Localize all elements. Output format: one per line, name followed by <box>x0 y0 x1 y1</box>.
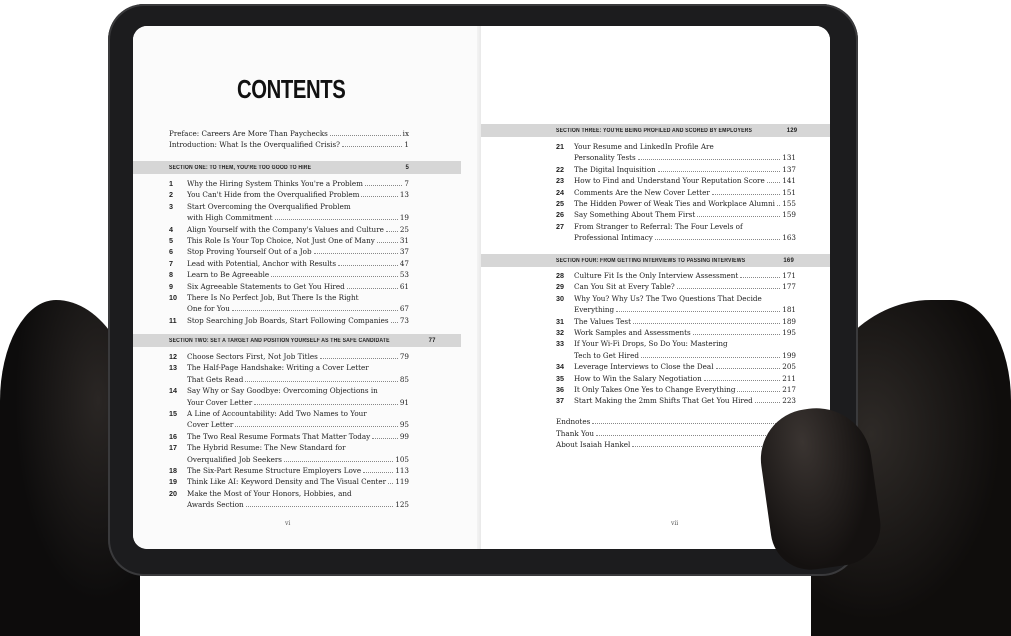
leader-dots <box>245 375 398 382</box>
entry-title: A Line of Accountability: Add Two Names to Your <box>187 409 367 418</box>
entry-page: 205 <box>782 362 796 372</box>
leader-dots <box>596 429 794 436</box>
entry-title: Your Cover Letter <box>187 397 253 407</box>
chapter-number: 29 <box>556 282 564 292</box>
chapter-number: 18 <box>169 466 177 475</box>
entry-page: 85 <box>399 374 409 384</box>
leader-dots <box>740 271 780 278</box>
leader-dots <box>616 305 780 312</box>
entry-title: It Only Takes One Yes to Change Everything <box>574 385 736 394</box>
leader-dots <box>633 317 780 324</box>
entry-title: Comments Are the New Cover Letter <box>574 187 710 197</box>
chapter-number: 24 <box>556 187 564 197</box>
chapter-number: 7 <box>169 258 173 268</box>
chapter-number: 27 <box>556 221 564 231</box>
entry-page: 25 <box>399 224 409 234</box>
leader-dots <box>320 352 398 359</box>
leader-dots <box>363 466 393 473</box>
entry-title: The Six-Part Resume Structure Employers Love <box>187 466 362 475</box>
leader-dots <box>767 176 781 183</box>
entry-title: The Hybrid Resume: The New Standard for <box>187 443 346 453</box>
entry-title: Six Agreeable Statements to Get You Hired <box>187 281 345 291</box>
chapter-entry[interactable] <box>169 190 409 199</box>
chapter-number: 37 <box>556 396 564 406</box>
leader-dots <box>372 432 398 439</box>
entry-page: 171 <box>782 271 796 280</box>
entry-page: 13 <box>399 190 409 200</box>
entry-page: 99 <box>399 431 409 441</box>
entry-page: 67 <box>399 304 409 314</box>
chapter-number: 30 <box>556 293 564 303</box>
entry-title: How to Find and Understand Your Reputation Score <box>574 176 765 186</box>
entry-page: 73 <box>399 315 409 325</box>
toc-entry[interactable] <box>169 140 409 149</box>
entry-page: 211 <box>782 373 796 383</box>
chapter-entry[interactable] <box>169 432 409 441</box>
chapter-number: 23 <box>556 176 564 186</box>
entry-title: Say Why or Say Goodbye: Overcoming Objections in <box>187 386 378 396</box>
entry-title: Can You Sit at Every Table? <box>574 282 675 292</box>
chapter-entry[interactable] <box>556 339 796 348</box>
entry-page: 131 <box>782 153 796 163</box>
chapter-entry[interactable] <box>169 225 409 234</box>
section-one-header[interactable] <box>133 161 461 174</box>
leader-dots <box>246 500 394 507</box>
entry-page: 217 <box>782 385 796 394</box>
entry-page: 7 <box>404 179 409 188</box>
toc-entry[interactable] <box>556 429 796 438</box>
chapter-number: 34 <box>556 362 564 372</box>
chapter-number: 9 <box>169 281 173 291</box>
chapter-entry[interactable] <box>169 477 409 486</box>
leader-dots <box>592 417 794 424</box>
toc-entry[interactable] <box>556 417 796 426</box>
chapter-entry[interactable] <box>556 153 796 162</box>
entry-page: 79 <box>399 352 409 361</box>
chapter-entry[interactable] <box>556 317 796 326</box>
entry-page: 195 <box>782 328 796 337</box>
entry-title: Align Yourself with the Company's Values and Culture <box>187 224 384 234</box>
entry-page: 31 <box>399 236 409 245</box>
entry-title: Think Like AI: Keyword Density and The Visual Center <box>187 477 387 487</box>
section-label: SECTION ONE: TO THEM, YOU'RE TOO GOOD TO HIRE <box>169 164 312 171</box>
entry-page: 151 <box>782 187 796 197</box>
chapter-number: 2 <box>169 190 173 200</box>
chapter-entry[interactable] <box>169 489 409 498</box>
entry-title: Your Resume and LinkedIn Profile Are <box>574 142 714 151</box>
entry-page: 141 <box>782 176 796 186</box>
entry-title: Professional Intimacy <box>574 233 653 243</box>
leader-dots <box>271 270 398 277</box>
chapter-number: 25 <box>556 199 564 208</box>
chapter-entry[interactable] <box>169 500 409 509</box>
entry-page: 177 <box>782 282 796 292</box>
entry-page: 53 <box>399 270 409 280</box>
chapter-entry[interactable] <box>556 188 796 197</box>
chapter-number: 15 <box>169 409 177 418</box>
leader-dots <box>712 188 781 195</box>
chapter-number: 8 <box>169 270 173 280</box>
entry-title: Make the Most of Your Honors, Hobbies, and <box>187 488 352 498</box>
toc-entry[interactable] <box>169 129 409 138</box>
entry-title: Introduction: What Is the Overqualified Crisis? <box>169 140 341 149</box>
leader-dots <box>391 316 398 323</box>
left-page <box>133 26 481 549</box>
leader-dots <box>704 374 781 381</box>
section-three-header[interactable] <box>481 124 830 137</box>
chapter-entry[interactable] <box>556 176 796 185</box>
entry-title: That Gets Read <box>187 374 244 384</box>
chapter-entry[interactable] <box>556 385 796 394</box>
section-page: 169 <box>783 257 794 264</box>
chapter-entry[interactable] <box>169 466 409 475</box>
chapter-number: 11 <box>169 315 177 325</box>
chapter-number: 1 <box>169 179 173 188</box>
chapter-entry[interactable] <box>556 210 796 219</box>
entry-page: ix <box>402 129 409 138</box>
contents-title: CONTENTS <box>237 74 346 104</box>
chapter-entry[interactable] <box>556 294 796 303</box>
chapter-number: 17 <box>169 443 177 453</box>
entry-title: Everything <box>574 305 615 315</box>
entry-title: One for You <box>187 304 230 314</box>
leader-dots <box>658 165 780 172</box>
leader-dots <box>388 477 393 484</box>
leader-dots <box>655 233 780 240</box>
leader-dots <box>361 190 397 197</box>
entry-page: 199 <box>782 350 796 360</box>
entry-page: 159 <box>782 210 796 220</box>
entry-title: Leverage Interviews to Close the Deal <box>574 362 714 372</box>
chapter-entry[interactable] <box>169 409 409 418</box>
chapter-entry[interactable] <box>169 202 409 211</box>
section-four-header[interactable] <box>481 254 830 267</box>
chapter-number: 22 <box>556 164 564 174</box>
entry-title: The Two Real Resume Formats That Matter Today <box>187 431 371 441</box>
chapter-entry[interactable] <box>169 259 409 268</box>
entry-page: 223 <box>782 396 796 406</box>
leader-dots <box>330 129 401 136</box>
chapter-number: 35 <box>556 373 564 383</box>
chapter-entry[interactable] <box>556 165 796 174</box>
entry-title: Learn to Be Agreeable <box>187 270 270 280</box>
leader-dots <box>314 247 398 254</box>
entry-page: 181 <box>782 305 796 315</box>
entry-title: Start Overcoming the Overqualified Problem <box>187 201 351 211</box>
entry-page: 37 <box>399 247 409 257</box>
leader-dots <box>275 213 398 220</box>
entry-page: 125 <box>395 500 409 510</box>
chapter-number: 21 <box>556 142 564 151</box>
chapter-entry[interactable] <box>169 420 409 429</box>
entry-page: 61 <box>399 281 409 291</box>
entry-title: Why the Hiring System Thinks You're a Problem <box>187 179 363 188</box>
entry-title: The Values Test <box>574 316 631 326</box>
chapter-entry[interactable] <box>169 398 409 407</box>
chapter-number: 31 <box>556 316 564 326</box>
chapter-entry[interactable] <box>556 142 796 151</box>
entry-title: Overqualified Job Seekers <box>187 454 282 464</box>
leader-dots <box>638 153 781 160</box>
chapter-entry[interactable] <box>556 351 796 360</box>
entry-title: Cover Letter <box>187 420 234 430</box>
tablet-screen[interactable] <box>133 26 830 549</box>
entry-title: Personality Tests <box>574 153 636 163</box>
entry-title: with High Commitment <box>187 213 273 223</box>
entry-page: 1 <box>404 140 409 149</box>
section-label: SECTION TWO: SET A TARGET AND POSITION YOURSELF AS THE SAFE CANDIDATE <box>169 337 390 344</box>
entry-page: 105 <box>395 454 409 464</box>
entry-title: This Role Is Your Top Choice, Not Just One of Many <box>187 236 375 245</box>
chapter-entry[interactable] <box>556 233 796 242</box>
section-page: 129 <box>786 127 798 134</box>
entry-title: The Digital Inquisition <box>574 164 656 174</box>
chapter-entry[interactable] <box>169 443 409 452</box>
chapter-number: 19 <box>169 477 177 487</box>
chapter-entry[interactable] <box>556 271 796 280</box>
entry-title: Thank You <box>556 429 595 438</box>
chapter-entry[interactable] <box>556 282 796 291</box>
chapter-number: 4 <box>169 224 173 234</box>
leader-dots <box>284 455 393 462</box>
entry-title: How to Win the Salary Negotiation <box>574 373 702 383</box>
chapter-entry[interactable] <box>169 316 409 325</box>
chapter-number: 12 <box>169 352 177 361</box>
leader-dots <box>693 328 781 335</box>
leader-dots <box>697 210 780 217</box>
entry-page: 91 <box>399 397 409 407</box>
leader-dots <box>641 351 780 358</box>
entry-title: Tech to Get Hired <box>574 350 639 360</box>
section-page: 5 <box>405 164 409 171</box>
chapter-number: 28 <box>556 271 564 280</box>
toc-entry[interactable] <box>556 440 796 449</box>
page-number-left: vi <box>285 520 291 527</box>
chapter-number: 6 <box>169 247 173 257</box>
chapter-number: 13 <box>169 363 177 373</box>
chapter-number: 16 <box>169 431 177 441</box>
entry-page: 163 <box>782 233 796 243</box>
chapter-entry[interactable] <box>556 305 796 314</box>
entry-title: About Isaiah Hankel <box>556 440 631 449</box>
chapter-number: 5 <box>169 236 173 245</box>
section-label: SECTION FOUR: FROM GETTING INTERVIEWS TO PASSING INTERVIEWS <box>556 257 746 264</box>
entry-title: You Can't Hide from the Overqualified Problem <box>187 190 360 200</box>
leader-dots <box>235 420 397 427</box>
chapter-number: 32 <box>556 328 564 337</box>
entry-title: There Is No Perfect Job, But There Is the Right <box>187 293 359 302</box>
entry-page: 189 <box>782 316 796 326</box>
entry-title: Preface: Careers Are More Than Paychecks <box>169 129 328 138</box>
entry-title: Endnotes <box>556 417 591 426</box>
chapter-entry[interactable] <box>556 328 796 337</box>
chapter-entry[interactable] <box>169 270 409 279</box>
section-page: 77 <box>428 337 436 344</box>
entry-page: 119 <box>395 477 409 487</box>
chapter-entry[interactable] <box>169 282 409 291</box>
chapter-entry[interactable] <box>169 363 409 372</box>
leader-dots <box>347 282 398 289</box>
chapter-entry[interactable] <box>169 375 409 384</box>
leader-dots <box>386 225 398 232</box>
leader-dots <box>338 259 398 266</box>
entry-page: 113 <box>395 466 409 475</box>
entry-title: Stop Searching Job Boards, Start Following Companies <box>187 315 389 325</box>
entry-title: The Half-Page Handshake: Writing a Cover Letter <box>187 363 369 373</box>
entry-title: Start Making the 2mm Shifts That Get You Hired <box>574 396 753 406</box>
chapter-entry[interactable] <box>169 386 409 395</box>
chapter-number: 10 <box>169 293 177 302</box>
chapter-entry[interactable] <box>169 179 409 188</box>
chapter-entry[interactable] <box>169 213 409 222</box>
chapter-number: 36 <box>556 385 564 394</box>
chapter-entry[interactable] <box>169 304 409 313</box>
leader-dots <box>254 398 398 405</box>
entry-title: From Stranger to Referral: The Four Levels of <box>574 221 743 231</box>
entry-title: Lead with Potential, Anchor with Results <box>187 258 337 268</box>
section-two-header[interactable] <box>133 334 461 347</box>
chapter-number: 14 <box>169 386 177 396</box>
chapter-entry[interactable] <box>556 362 796 371</box>
leader-dots <box>716 362 781 369</box>
entry-title: Work Samples and Assessments <box>574 328 691 337</box>
entry-title: Awards Section <box>187 500 244 510</box>
chapter-number: 33 <box>556 339 564 349</box>
leader-dots <box>737 385 780 392</box>
entry-page: 95 <box>399 420 409 430</box>
leader-dots <box>755 396 781 403</box>
leader-dots <box>677 282 781 289</box>
entry-title: Stop Proving Yourself Out of a Job <box>187 247 312 257</box>
leader-dots <box>365 179 402 186</box>
leader-dots <box>232 304 398 311</box>
entry-title: The Hidden Power of Weak Ties and Workplace Alumni <box>574 199 775 208</box>
entry-page: 47 <box>399 258 409 268</box>
entry-title: Culture Fit Is the Only Interview Assessment <box>574 271 739 280</box>
chapter-entry[interactable] <box>169 455 409 464</box>
chapter-entry[interactable] <box>169 247 409 256</box>
entry-page: 137 <box>782 164 796 174</box>
chapter-entry[interactable] <box>556 222 796 231</box>
leader-dots <box>377 236 398 243</box>
entry-title: If Your Wi-Fi Drops, So Do You: Mastering <box>574 339 728 349</box>
chapter-number: 26 <box>556 210 564 220</box>
leader-dots <box>777 199 780 206</box>
chapter-entry[interactable] <box>169 293 409 302</box>
chapter-number: 20 <box>169 488 177 498</box>
chapter-entry[interactable] <box>169 236 409 245</box>
chapter-entry[interactable] <box>556 396 796 405</box>
entry-page: 155 <box>782 199 796 208</box>
entry-page: 19 <box>399 213 409 223</box>
page-number-right: vii <box>671 520 679 527</box>
entry-title: Choose Sectors First, Not Job Titles <box>187 352 318 361</box>
section-label: SECTION THREE: YOU'RE BEING PROFILED AND SCORED BY EMPLOYERS <box>556 127 753 134</box>
entry-title: Say Something About Them First <box>574 210 696 220</box>
leader-dots <box>342 140 402 147</box>
chapter-entry[interactable] <box>556 374 796 383</box>
chapter-entry[interactable] <box>556 199 796 208</box>
entry-title: Why You? Why Us? The Two Questions That Decide <box>574 293 762 303</box>
chapter-entry[interactable] <box>169 352 409 361</box>
chapter-number: 3 <box>169 201 173 211</box>
